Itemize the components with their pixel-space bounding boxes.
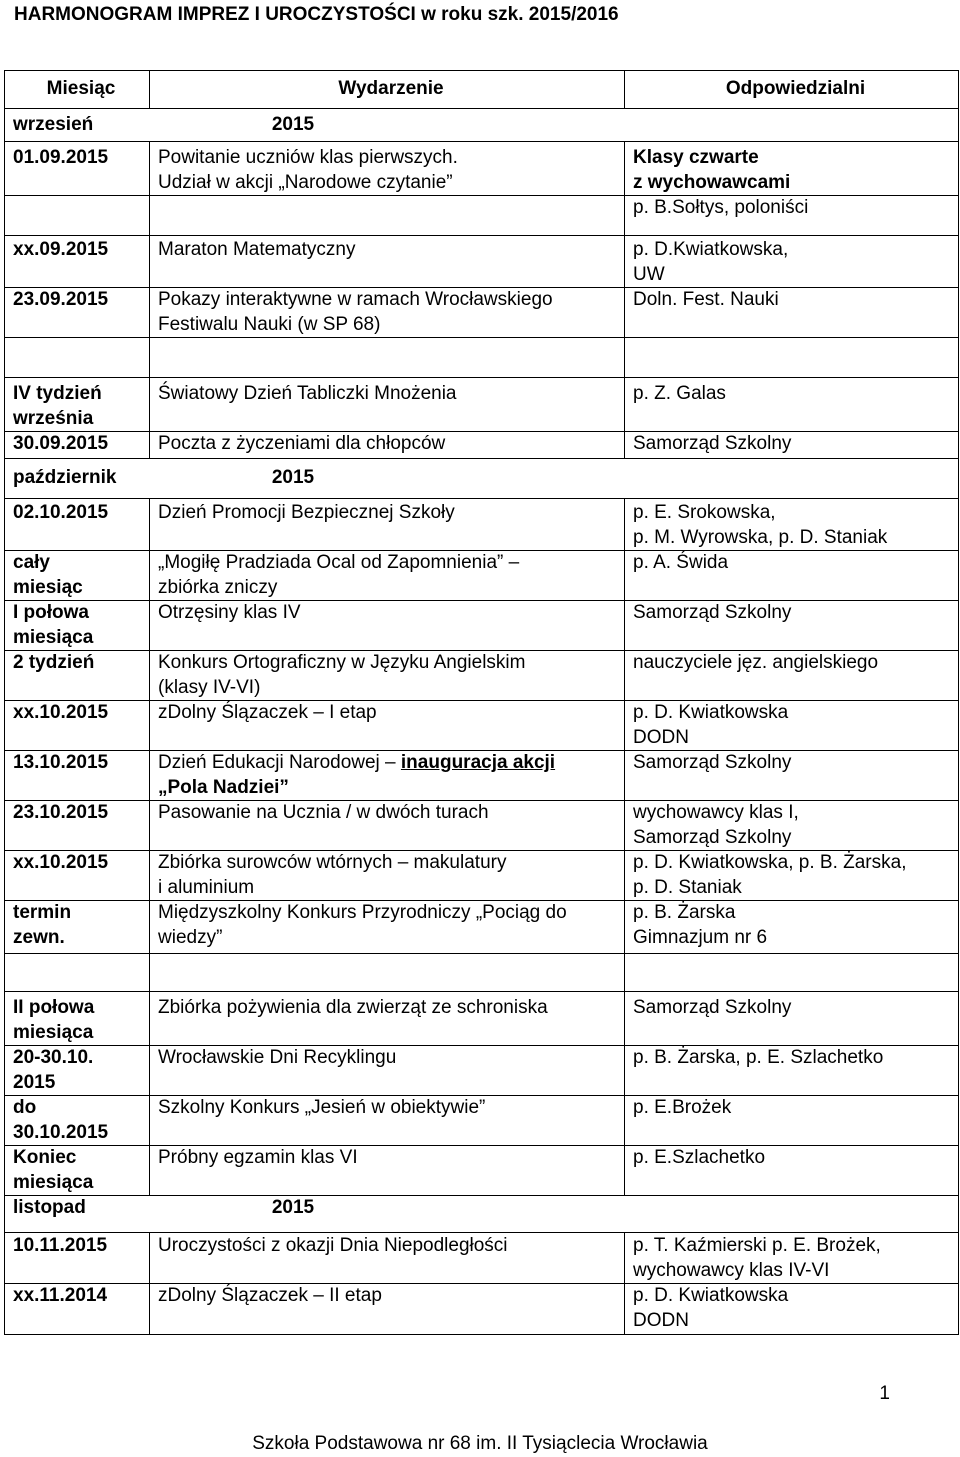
table-row-empty bbox=[5, 954, 959, 992]
table-row bbox=[5, 751, 959, 801]
table-row bbox=[5, 551, 959, 601]
row-date: 2 tydzień bbox=[5, 651, 150, 701]
table-row bbox=[5, 142, 959, 196]
table-row bbox=[5, 901, 959, 954]
table-row bbox=[5, 651, 959, 701]
section-month: wrzesień bbox=[13, 113, 94, 135]
row-event: Zbiórka surowców wtórnych – makulatury i aluminium bbox=[150, 851, 625, 901]
page-footer: Szkoła Podstawowa nr 68 im. II Tysiąclecia Wrocławia bbox=[252, 1433, 708, 1454]
section-month: październik bbox=[13, 467, 117, 489]
row-event: Pokazy interaktywne w ramach Wrocławskiego Festiwalu Nauki (w SP 68) bbox=[150, 288, 625, 338]
row-date: 20-30.10. 2015 bbox=[5, 1046, 150, 1096]
table-row bbox=[5, 499, 959, 551]
section-year: 2015 bbox=[271, 113, 315, 135]
section-year: 2015 bbox=[271, 1197, 315, 1218]
row-event: Szkolny Konkurs „Jesień w obiektywie” bbox=[150, 1096, 625, 1146]
row-date: termin zewn. bbox=[5, 901, 150, 954]
page-number: 1 bbox=[879, 1383, 890, 1404]
row-event: Maraton Matematyczny bbox=[150, 236, 625, 288]
row-responsible: nauczyciele jęz. angielskiego bbox=[625, 651, 959, 701]
row-event: Próbny egzamin klas VI bbox=[150, 1146, 625, 1196]
table-row bbox=[5, 851, 959, 901]
row-event: Konkurs Ortograficzny w Języku Angielskim (klasy IV-VI) bbox=[150, 651, 625, 701]
row-event: Wrocławskie Dni Recyklingu bbox=[150, 1046, 625, 1096]
row-date: do 30.10.2015 bbox=[5, 1096, 150, 1146]
row-responsible: p. D.Kwiatkowska, UW bbox=[625, 236, 959, 288]
month-section-september bbox=[5, 109, 959, 142]
row-responsible: wychowawcy klas I, Samorząd Szkolny bbox=[625, 801, 959, 851]
row-responsible: p. A. Świda bbox=[625, 551, 959, 601]
row-responsible: p. B.Sołtys, poloniści bbox=[625, 196, 959, 236]
row-event: Międzyszkolny Konkurs Przyrodniczy „Pociąg do wiedzy” bbox=[150, 901, 625, 954]
table-row bbox=[5, 1046, 959, 1096]
row-responsible: Samorząd Szkolny bbox=[625, 601, 959, 651]
row-responsible: p. D. Kwiatkowska DODN bbox=[625, 1284, 959, 1335]
row-date: xx.11.2014 bbox=[5, 1284, 150, 1335]
row-responsible: p. B. Żarska, p. E. Szlachetko bbox=[625, 1046, 959, 1096]
row-date: cały miesiąc bbox=[5, 551, 150, 601]
section-year: 2015 bbox=[271, 467, 315, 489]
row-event: Otrzęsiny klas IV bbox=[150, 601, 625, 651]
row-responsible: p. B. Żarska Gimnazjum nr 6 bbox=[625, 901, 959, 954]
table-row bbox=[5, 1096, 959, 1146]
row-date: II połowa miesiąca bbox=[5, 992, 150, 1046]
month-section-october bbox=[5, 459, 959, 499]
row-date: I połowa miesiąca bbox=[5, 601, 150, 651]
table-row bbox=[5, 992, 959, 1046]
row-responsible: p. E. Srokowska, p. M. Wyrowska, p. D. Staniak bbox=[625, 499, 959, 551]
row-responsible: p. D. Kwiatkowska DODN bbox=[625, 701, 959, 751]
row-event: Pasowanie na Ucznia / w dwóch turach bbox=[150, 801, 625, 851]
row-event: Dzień Edukacji Narodowej – inauguracja akcji „Pola Nadziei” bbox=[150, 751, 625, 801]
section-month: listopad bbox=[13, 1197, 86, 1218]
row-event: Powitanie uczniów klas pierwszych. Udział w akcji „Narodowe czytanie” bbox=[150, 142, 625, 196]
row-event: „Mogiłę Pradziada Ocal od Zapomnienia” – zbiórka zniczy bbox=[150, 551, 625, 601]
row-responsible: p. T. Kaźmierski p. E. Brożek, wychowawcy klas IV-VI bbox=[625, 1233, 959, 1284]
header-event: Wydarzenie bbox=[150, 71, 625, 109]
row-date: xx.10.2015 bbox=[5, 701, 150, 751]
row-event: Poczta z życzeniami dla chłopców bbox=[150, 432, 625, 459]
row-date: IV tydzień września bbox=[5, 378, 150, 432]
row-event bbox=[150, 196, 625, 236]
table-header-row bbox=[5, 71, 959, 109]
header-month: Miesiąc bbox=[5, 71, 150, 109]
row-date: 01.09.2015 bbox=[5, 142, 150, 196]
row-date: 13.10.2015 bbox=[5, 751, 150, 801]
row-date: Koniec miesiąca bbox=[5, 1146, 150, 1196]
row-responsible: p. E.Brożek bbox=[625, 1096, 959, 1146]
row-event: zDolny Ślązaczek – II etap bbox=[150, 1284, 625, 1335]
table-row bbox=[5, 236, 959, 288]
table-row-empty bbox=[5, 338, 959, 378]
row-responsible: p. Z. Galas bbox=[625, 378, 959, 432]
row-date: 30.09.2015 bbox=[5, 432, 150, 459]
row-responsible: Doln. Fest. Nauki bbox=[625, 288, 959, 338]
table-row bbox=[5, 801, 959, 851]
row-event: Dzień Promocji Bezpiecznej Szkoły bbox=[150, 499, 625, 551]
row-event: Światowy Dzień Tabliczki Mnożenia bbox=[150, 378, 625, 432]
row-event: Uroczystości z okazji Dnia Niepodległości bbox=[150, 1233, 625, 1284]
table-row bbox=[5, 601, 959, 651]
table-row bbox=[5, 1233, 959, 1284]
row-date: xx.10.2015 bbox=[5, 851, 150, 901]
row-responsible: Samorząd Szkolny bbox=[625, 992, 959, 1046]
table-row bbox=[5, 1284, 959, 1335]
row-date: xx.09.2015 bbox=[5, 236, 150, 288]
row-responsible: Samorząd Szkolny bbox=[625, 751, 959, 801]
row-responsible: Klasy czwarte z wychowawcami bbox=[625, 142, 959, 196]
row-date: 23.10.2015 bbox=[5, 801, 150, 851]
table-row bbox=[5, 378, 959, 432]
row-date: 10.11.2015 bbox=[5, 1233, 150, 1284]
row-responsible: Samorząd Szkolny bbox=[625, 432, 959, 459]
month-section-november bbox=[5, 1196, 959, 1233]
schedule-table bbox=[4, 70, 959, 1335]
row-responsible: p. E.Szlachetko bbox=[625, 1146, 959, 1196]
table-row bbox=[5, 288, 959, 338]
row-responsible: p. D. Kwiatkowska, p. B. Żarska, p. D. Staniak bbox=[625, 851, 959, 901]
table-row bbox=[5, 432, 959, 459]
row-date: 23.09.2015 bbox=[5, 288, 150, 338]
header-responsible: Odpowiedzialni bbox=[625, 71, 959, 109]
row-event: Zbiórka pożywienia dla zwierząt ze schroniska bbox=[150, 992, 625, 1046]
document-title: HARMONOGRAM IMPREZ I UROCZYSTOŚCI w roku szk. 2015/2016 bbox=[14, 4, 619, 25]
row-event: zDolny Ślązaczek – I etap bbox=[150, 701, 625, 751]
table-row bbox=[5, 701, 959, 751]
row-date: 02.10.2015 bbox=[5, 499, 150, 551]
table-row bbox=[5, 1146, 959, 1196]
table-row bbox=[5, 196, 959, 236]
